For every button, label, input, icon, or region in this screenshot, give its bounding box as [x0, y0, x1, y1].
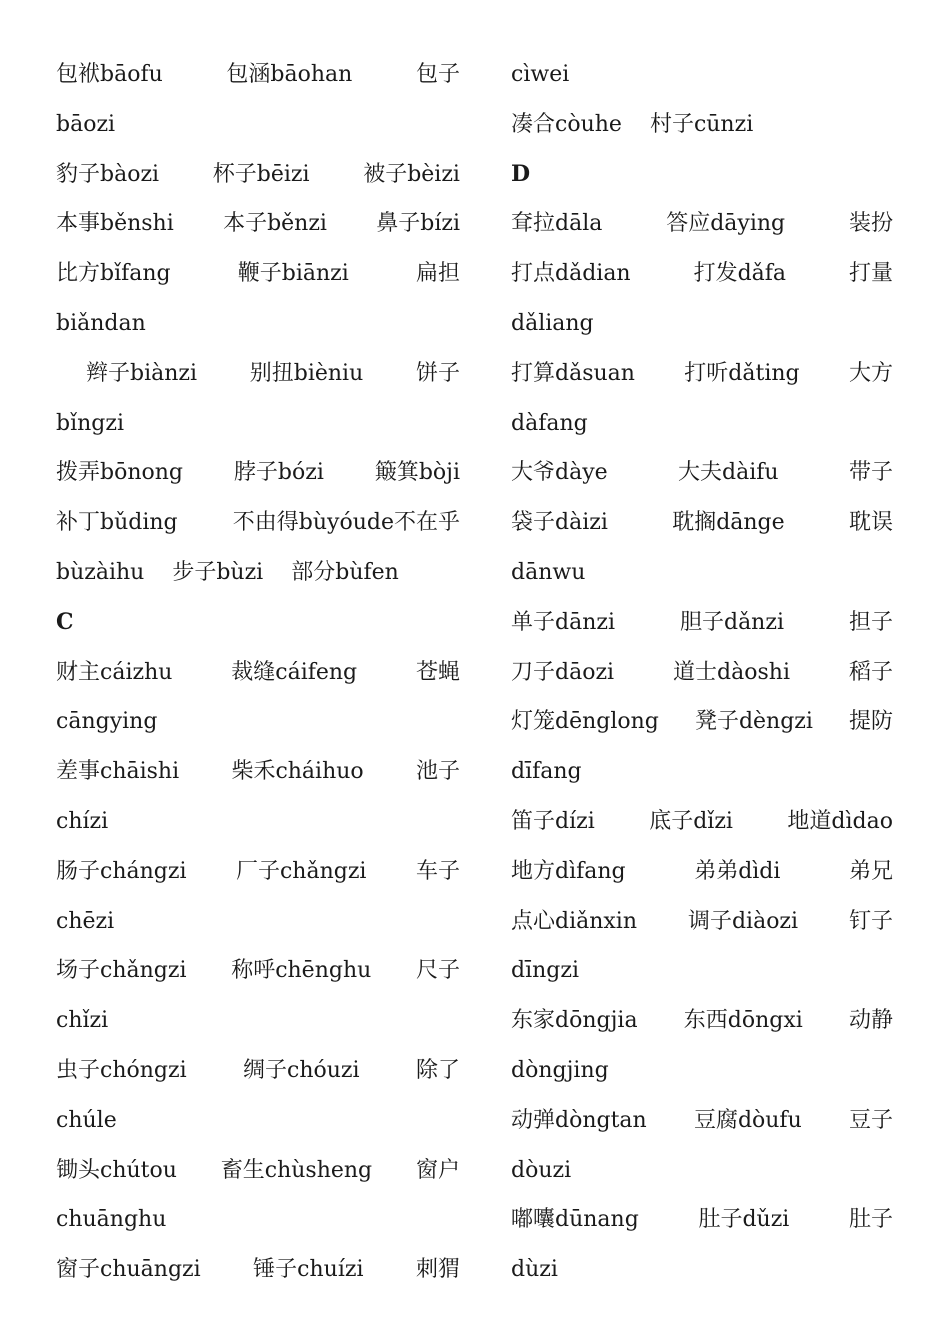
word-entry: 饼子 [415, 360, 460, 386]
word-entry: 被子bèizi [363, 161, 460, 187]
word-entry: 肚子 [848, 1207, 893, 1233]
word-entry: 大方 [848, 360, 893, 386]
word-entry: 担子 [848, 609, 893, 635]
word-entry: 凑合còuhe [511, 111, 622, 137]
word-entry: 道士dàoshi [673, 659, 790, 685]
word-entry: 底子dǐzi [649, 808, 733, 834]
word-entry: chízi [56, 808, 109, 834]
word-entry: chǐzi [56, 1008, 109, 1034]
word-entry: dùzi [511, 1257, 558, 1283]
word-line [511, 747, 893, 797]
word-entry: 补丁bǔding [56, 510, 178, 536]
word-line [56, 299, 460, 349]
word-entry: 锄头chútou [56, 1157, 177, 1183]
word-line [511, 1096, 893, 1146]
word-entry: 本子běnzi [223, 211, 327, 237]
word-entry: 嘟囔dūnang [511, 1207, 639, 1233]
word-entry: 步子bùzi [172, 559, 264, 585]
word-entry: dàfang [511, 410, 588, 436]
word-line [56, 249, 460, 299]
word-line [511, 548, 893, 598]
word-entry: 带子 [848, 460, 893, 486]
word-entry: 裁缝cáifeng [231, 659, 358, 685]
word-entry: 窗户 [415, 1157, 460, 1183]
word-entry: dòuzi [511, 1157, 572, 1183]
word-line [511, 448, 893, 498]
right-column [511, 50, 893, 1295]
word-line [511, 1046, 893, 1096]
section-letter: D [511, 160, 531, 187]
word-line [56, 1046, 460, 1096]
word-entry: chuānghu [56, 1207, 167, 1233]
word-line [56, 847, 460, 897]
word-entry: 拨弄bōnong [56, 460, 183, 486]
word-line [56, 697, 460, 747]
word-line [511, 847, 893, 897]
word-line [511, 897, 893, 947]
word-entry: 刺猬 [415, 1257, 460, 1283]
word-entry: 不由得bùyóude不在乎 [232, 510, 460, 536]
word-entry: 打听dǎting [684, 360, 800, 386]
word-entry: 地方dìfang [511, 858, 626, 884]
word-entry: dīfang [511, 759, 582, 785]
word-entry: 肠子chángzi [56, 858, 187, 884]
word-line [511, 697, 893, 747]
word-line [56, 498, 460, 548]
word-entry: 锤子chuízi [253, 1257, 364, 1283]
word-line [56, 100, 460, 150]
word-entry: 豹子bàozi [56, 161, 160, 187]
word-entry: 打算dǎsuan [511, 360, 635, 386]
word-entry: biǎndan [56, 310, 146, 336]
word-entry: 包子 [415, 62, 460, 87]
word-entry: dānwu [511, 559, 586, 585]
word-entry: 辫子biànzi [86, 360, 198, 386]
word-entry: 场子chǎngzi [56, 958, 187, 984]
word-line [56, 946, 460, 996]
word-line [56, 897, 460, 947]
word-entry: 动静 [848, 1008, 893, 1034]
word-line [511, 648, 893, 698]
word-entry: 苍蝇 [415, 659, 460, 685]
word-entry: 虫子chóngzi [56, 1057, 187, 1083]
section-heading [511, 150, 893, 200]
word-line [511, 249, 893, 299]
word-line [511, 797, 893, 847]
word-entry: 称呼chēnghu [231, 958, 372, 984]
word-entry: 钉子 [848, 908, 893, 934]
word-line [56, 1096, 460, 1146]
word-entry: cìwei [511, 62, 570, 87]
word-entry: 弟兄 [848, 858, 893, 884]
word-entry: 大爷dàye [511, 460, 608, 486]
word-entry: 豆子 [848, 1107, 893, 1133]
word-entry: 动弹dòngtan [511, 1107, 647, 1133]
word-line [56, 399, 460, 449]
word-entry: 厂子chǎngzi [235, 858, 367, 884]
word-line [511, 1245, 893, 1295]
word-entry: 耷拉dāla [511, 211, 603, 237]
word-entry: 本事běnshi [56, 211, 174, 237]
word-line [511, 349, 893, 399]
word-entry: 调子diàozi [687, 908, 799, 934]
word-line [511, 996, 893, 1046]
word-entry: cāngying [56, 709, 158, 735]
word-entry: 灯笼dēnglong [511, 709, 659, 735]
word-entry: 车子 [415, 858, 460, 884]
word-entry: chēzi [56, 908, 115, 934]
word-entry: 地道dìdao [787, 808, 893, 834]
word-entry: dòngjing [511, 1057, 609, 1083]
word-entry: 尺子 [415, 958, 460, 984]
word-entry: 鞭子biānzi [237, 261, 349, 287]
word-line [56, 648, 460, 698]
word-entry: 豆腐dòufu [693, 1107, 802, 1133]
word-entry: dīngzi [511, 958, 579, 984]
word-entry: dǎliang [511, 310, 594, 336]
word-entry: 包涵bāohan [226, 62, 353, 87]
word-entry: 窗子chuāngzi [56, 1257, 201, 1283]
word-entry: 鼻子bízi [376, 211, 460, 237]
word-entry: 点心diǎnxin [511, 908, 638, 934]
word-entry: 刀子dāozi [511, 659, 615, 685]
word-entry: 池子 [415, 759, 460, 785]
word-line [56, 349, 460, 399]
word-entry: 弟弟dìdi [694, 858, 781, 884]
word-line [56, 747, 460, 797]
word-entry: 提防 [848, 709, 893, 735]
word-entry: bùzàihu [56, 559, 145, 585]
word-line [511, 50, 893, 100]
word-entry: 绸子chóuzi [243, 1057, 360, 1083]
word-line [56, 797, 460, 847]
word-entry: 答应dāying [666, 211, 786, 237]
word-entry: 别扭bièniu [249, 360, 364, 386]
word-entry: 袋子dàizi [511, 510, 608, 536]
word-line [56, 996, 460, 1046]
word-entry: 耽搁dānge [672, 510, 785, 536]
word-entry: 畜生chùsheng [220, 1157, 373, 1183]
word-entry: 单子dānzi [511, 609, 615, 635]
word-line [56, 199, 460, 249]
word-entry: bāozi [56, 111, 116, 137]
word-entry: 扁担 [415, 261, 460, 287]
word-line [511, 598, 893, 648]
word-entry: 东西dōngxi [683, 1008, 803, 1034]
word-line [56, 1245, 460, 1295]
word-line [511, 498, 893, 548]
word-line [56, 1146, 460, 1196]
word-entry: 包袱bāofu [56, 62, 163, 87]
word-line [511, 399, 893, 449]
word-line [56, 548, 460, 598]
section-letter: C [56, 608, 74, 635]
word-entry: 打发dǎfa [693, 261, 787, 287]
word-entry: 耽误 [848, 510, 893, 536]
word-entry: 财主cáizhu [56, 659, 173, 685]
word-line [56, 448, 460, 498]
word-line [56, 50, 460, 100]
word-entry: 凳子dèngzi [694, 709, 813, 735]
word-entry: 柴禾cháihuo [231, 759, 364, 785]
word-entry: 除了 [415, 1057, 460, 1083]
word-line [511, 100, 893, 150]
word-entry: 稻子 [848, 659, 893, 685]
section-heading [56, 598, 460, 648]
word-entry: 大夫dàifu [678, 460, 779, 486]
word-entry: 簸箕bòji [374, 460, 460, 486]
word-entry: 东家dōngjia [511, 1008, 638, 1034]
word-line [511, 199, 893, 249]
word-line [56, 150, 460, 200]
word-entry: 肚子dǔzi [698, 1207, 790, 1233]
left-column [56, 50, 460, 1295]
word-entry: 胆子dǎnzi [679, 609, 784, 635]
word-entry: 笛子dízi [511, 808, 595, 834]
word-entry: 打量 [848, 261, 893, 287]
word-line [511, 946, 893, 996]
word-entry: 比方bǐfang [56, 261, 171, 287]
word-entry: 部分bùfen [291, 559, 399, 585]
word-line [511, 299, 893, 349]
word-entry: 装扮 [848, 211, 893, 237]
word-entry: bǐngzi [56, 410, 124, 436]
word-line [511, 1195, 893, 1245]
word-entry: 差事chāishi [56, 759, 180, 785]
word-entry: 杯子bēizi [212, 161, 310, 187]
word-entry: chúle [56, 1107, 117, 1133]
word-line [56, 1195, 460, 1245]
word-entry: 脖子bózi [233, 460, 324, 486]
word-entry: 打点dǎdian [511, 261, 631, 287]
word-line [511, 1146, 893, 1196]
word-entry: 村子cūnzi [649, 111, 754, 137]
